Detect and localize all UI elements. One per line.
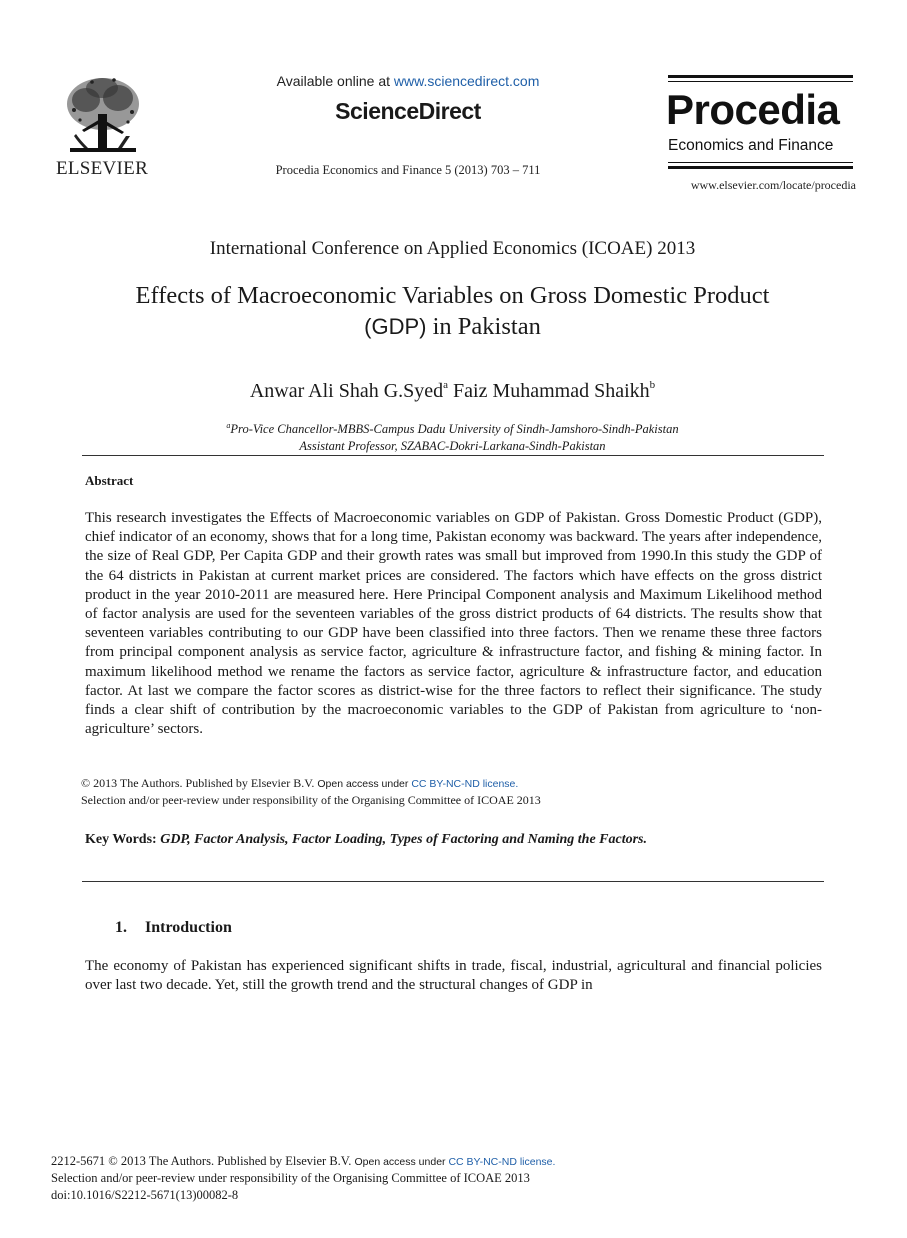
footer-license-link[interactable]: CC BY-NC-ND license. xyxy=(448,1156,556,1168)
divider xyxy=(82,881,824,882)
keywords-label: Key Words: xyxy=(85,832,161,847)
author-name: Anwar Ali Shah G.Syed xyxy=(249,380,444,402)
procedia-bottom-rule-thin xyxy=(668,162,853,163)
open-access-text: Open access under xyxy=(317,778,412,790)
conference-name: International Conference on Applied Economics (ICOAE) 2013 xyxy=(209,238,696,259)
footer-copyright xyxy=(51,1154,555,1169)
author-name: Faiz Muhammad Shaikh xyxy=(448,380,650,402)
section-heading: Introduction xyxy=(145,919,232,936)
procedia-subtitle: Economics and Finance xyxy=(668,137,834,154)
footer-open-access: Open access under xyxy=(354,1156,449,1168)
procedia-bottom-rule xyxy=(668,166,853,169)
license-link[interactable]: CC BY-NC-ND license. xyxy=(411,778,519,790)
keywords-terms: GDP, Factor Analysis, Factor Loading, Types of Factoring and Naming the Factors. xyxy=(160,832,647,847)
journal-citation: Procedia Economics and Finance 5 (2013) 703 – 711 xyxy=(275,163,541,177)
section-number: 1. xyxy=(115,919,127,936)
available-online-prefix: Available online at xyxy=(276,73,394,89)
available-online-line xyxy=(250,73,566,89)
sciencedirect-link[interactable]: www.sciencedirect.com xyxy=(393,73,540,89)
article-title-line1: Effects of Macroeconomic Variables on Gross Domestic Product xyxy=(135,282,770,309)
elsevier-logo xyxy=(52,74,152,184)
affiliation-a xyxy=(60,421,845,437)
copyright-text: © 2013 The Authors. Published by Elsevier B.V. xyxy=(81,776,318,790)
affiliation-b: Assistant Professor, SZABAC-Dokri-Larkana-Sindh-Pakistan xyxy=(299,439,606,453)
elsevier-tree-icon xyxy=(62,74,144,158)
footer-peer-review: Selection and/or peer-review under responsibility of the Organising Committee of ICOAE 2013 xyxy=(51,1171,530,1185)
sciencedirect-logo: ScienceDirect xyxy=(335,98,481,124)
introduction-text: The economy of Pakistan has experienced significant shifts in trade, fiscal, industrial, agricultural and financial policies over last two decade. Yet, still the growth trend and the structural changes of GDP in xyxy=(85,958,822,994)
abstract-text: This research investigates the Effects of Macroeconomic variables on GDP of Pakistan. Gross Domestic Product (GDP), chief indicator of an economy, shows that for a long time, Pakistan economy was backward. The years after independence, the size of Real GDP, Per Capita GDP and their growth rates was small but improved from 1990.In this study the GDP of the 64 districts in Pakistan at current market prices are considered. The factors which have effects on the gross district product in the year 2010-2011 are measured here. Here Principal Component analysis and Maximum Likelihood method of factor analysis are used for the seventeen variables of the gross district products of 64 districts. The results show that seventeen variables contributing to our GDP have been classified into three factors. Then we rename these three factors from principal component analysis as service factor, agriculture & infrastructure factor, and fishing & mining factor. In maximum likelihood method we rename the factors as service factor, agriculture & infrastructure factor, and education factor. At last we compare the factor scores as district-wise for the three factors to reflect their significance. The study finds a clear shift of contribution by the macroeconomic variables to the GDP of Pakistan from agriculture to ‘non-agriculture’ sectors. xyxy=(85,510,822,738)
affiliation-text: Pro-Vice Chancellor-MBBS-Campus Dadu University of Sindh-Jamshoro-Sindh-Pakistan xyxy=(230,422,679,436)
procedia-url[interactable]: www.elsevier.com/locate/procedia xyxy=(690,178,856,192)
title-gdp-abbrev: (GDP) xyxy=(364,314,427,339)
keywords xyxy=(85,832,647,848)
copyright-line xyxy=(81,776,518,791)
divider xyxy=(82,455,824,456)
abstract-heading: Abstract xyxy=(85,473,134,488)
title-tail: in Pakistan xyxy=(426,313,541,340)
author-affiliation-mark: a xyxy=(443,379,449,391)
footer-issn-copyright: 2212-5671 © 2013 The Authors. Published by Elsevier B.V. xyxy=(51,1154,355,1168)
footer-doi[interactable]: doi:10.1016/S2212-5671(13)00082-8 xyxy=(51,1188,239,1202)
author-affiliation-mark: b xyxy=(649,379,656,391)
procedia-top-rule-thin xyxy=(668,81,853,82)
affiliation-mark: a xyxy=(226,421,231,430)
article-title-line2 xyxy=(60,313,845,341)
author-line xyxy=(60,379,845,403)
elsevier-wordmark: ELSEVIER xyxy=(55,158,149,179)
procedia-logo: Procedia xyxy=(666,86,840,133)
procedia-top-rule xyxy=(668,75,853,78)
peer-review-note: Selection and/or peer-review under responsibility of the Organising Committee of ICOAE 2013 xyxy=(81,793,541,807)
